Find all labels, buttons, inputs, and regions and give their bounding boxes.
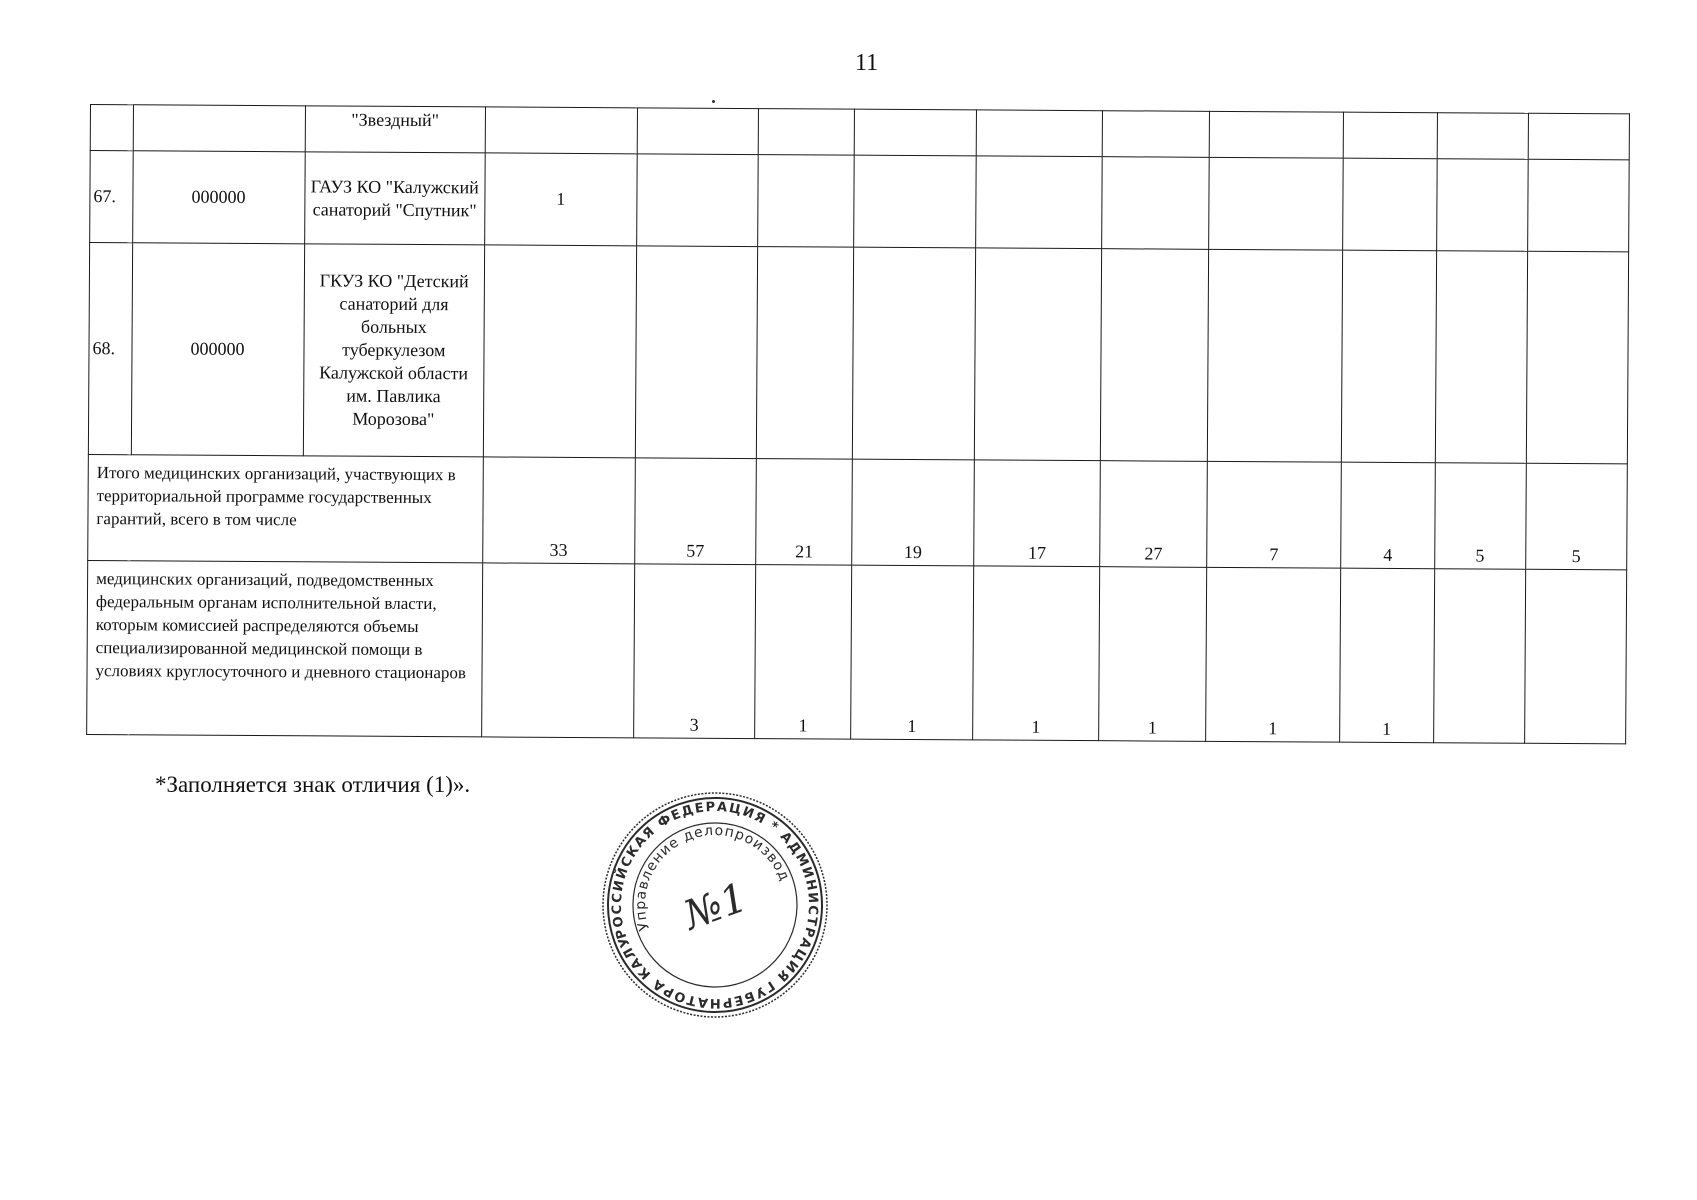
stamp-graphic bbox=[600, 790, 830, 1020]
total-value: 1 bbox=[1340, 568, 1434, 743]
footnote: *Заполняется знак отличия (1)». bbox=[155, 772, 471, 797]
organization-name: ГКУЗ КО "Детский санаторий для больных туберкулезом Калужской области им. Павлика Морозова" bbox=[303, 244, 485, 457]
value-cell bbox=[1527, 159, 1629, 252]
row-code: 000000 bbox=[131, 243, 304, 456]
value-cell bbox=[1207, 249, 1343, 462]
value-cell bbox=[1342, 250, 1436, 463]
stamp-outer-text: РОССИЙСКАЯ ФЕДЕРАЦИЯ * АДМИНИСТРАЦИЯ ГУБЕРНАТОРА КАЛУЖСКОЙ bbox=[609, 799, 821, 1011]
total-value: 21 bbox=[756, 459, 853, 566]
value-cell bbox=[976, 156, 1103, 249]
total-value: 1 bbox=[1205, 567, 1341, 742]
stamp-inner-text: Управление делопроизводства bbox=[632, 822, 793, 933]
organization-name: "Звездный" bbox=[305, 106, 485, 153]
value-cell bbox=[1101, 249, 1209, 462]
value-cell bbox=[637, 108, 759, 155]
row-code bbox=[133, 105, 305, 152]
value-cell bbox=[635, 246, 758, 459]
value-cell bbox=[1344, 112, 1437, 159]
value-cell bbox=[483, 245, 636, 458]
total-value: 57 bbox=[634, 458, 756, 565]
value-cell bbox=[636, 154, 758, 247]
totals-row bbox=[87, 560, 1627, 743]
value-cell bbox=[853, 247, 976, 460]
value-cell bbox=[1528, 113, 1630, 160]
value-cell bbox=[1208, 157, 1343, 250]
total-value: 17 bbox=[974, 460, 1101, 567]
value-cell bbox=[1103, 111, 1210, 158]
value-cell bbox=[854, 155, 976, 248]
row-code: 000000 bbox=[132, 151, 305, 244]
totals-label: Итого медицинских организаций, участвующих в территориальной программе государственных гарантий, всего в том числе bbox=[88, 454, 483, 562]
total-value: 27 bbox=[1100, 461, 1207, 568]
value-cell bbox=[974, 248, 1102, 461]
total-value: 1 bbox=[1099, 567, 1206, 742]
total-value: 3 bbox=[633, 564, 756, 739]
value-cell bbox=[485, 107, 637, 154]
total-value: 4 bbox=[1341, 462, 1435, 569]
value-cell bbox=[758, 109, 854, 156]
value-cell bbox=[976, 110, 1103, 157]
value-cell bbox=[757, 247, 854, 460]
value-cell bbox=[1437, 113, 1528, 160]
total-value: 1 bbox=[973, 566, 1101, 741]
row-number: 68. bbox=[88, 243, 132, 455]
value-cell bbox=[1343, 158, 1437, 251]
total-value: 5 bbox=[1525, 463, 1627, 570]
table-row bbox=[90, 151, 1630, 252]
totals-row bbox=[88, 454, 1628, 569]
row-number bbox=[90, 105, 133, 151]
total-value: 5 bbox=[1434, 463, 1526, 570]
organization-name: ГАУЗ КО "Калужский санаторий "Спутник" bbox=[304, 152, 485, 245]
row-number: 67. bbox=[90, 151, 133, 243]
total-value bbox=[1524, 569, 1626, 744]
value-cell bbox=[1526, 251, 1629, 464]
official-stamp bbox=[600, 790, 830, 1020]
value-cell bbox=[1209, 111, 1344, 158]
value-cell bbox=[855, 109, 977, 156]
value-cell: 1 bbox=[485, 153, 637, 246]
scan-speck bbox=[712, 100, 715, 103]
total-value: 19 bbox=[852, 459, 974, 566]
value-cell bbox=[758, 155, 855, 248]
total-value: 1 bbox=[851, 565, 974, 740]
page-number: 11 bbox=[855, 50, 879, 76]
data-table bbox=[86, 104, 1630, 744]
value-cell bbox=[1436, 159, 1528, 252]
totals-label: медицинских организаций, подведомственных федеральным органам исполнительной власти, которым комиссией распределяются объемы специализированной медицинской помощи в условиях круглосуточного и дневного стационаров bbox=[87, 560, 483, 736]
table-row bbox=[88, 243, 1628, 464]
total-value: 1 bbox=[755, 565, 852, 740]
total-value: 7 bbox=[1206, 461, 1341, 568]
total-value bbox=[482, 563, 635, 738]
total-value bbox=[1433, 569, 1525, 744]
value-cell bbox=[1102, 157, 1209, 250]
stamp-center-text: №1 bbox=[678, 874, 754, 940]
value-cell bbox=[1435, 251, 1527, 464]
total-value: 33 bbox=[483, 457, 636, 564]
